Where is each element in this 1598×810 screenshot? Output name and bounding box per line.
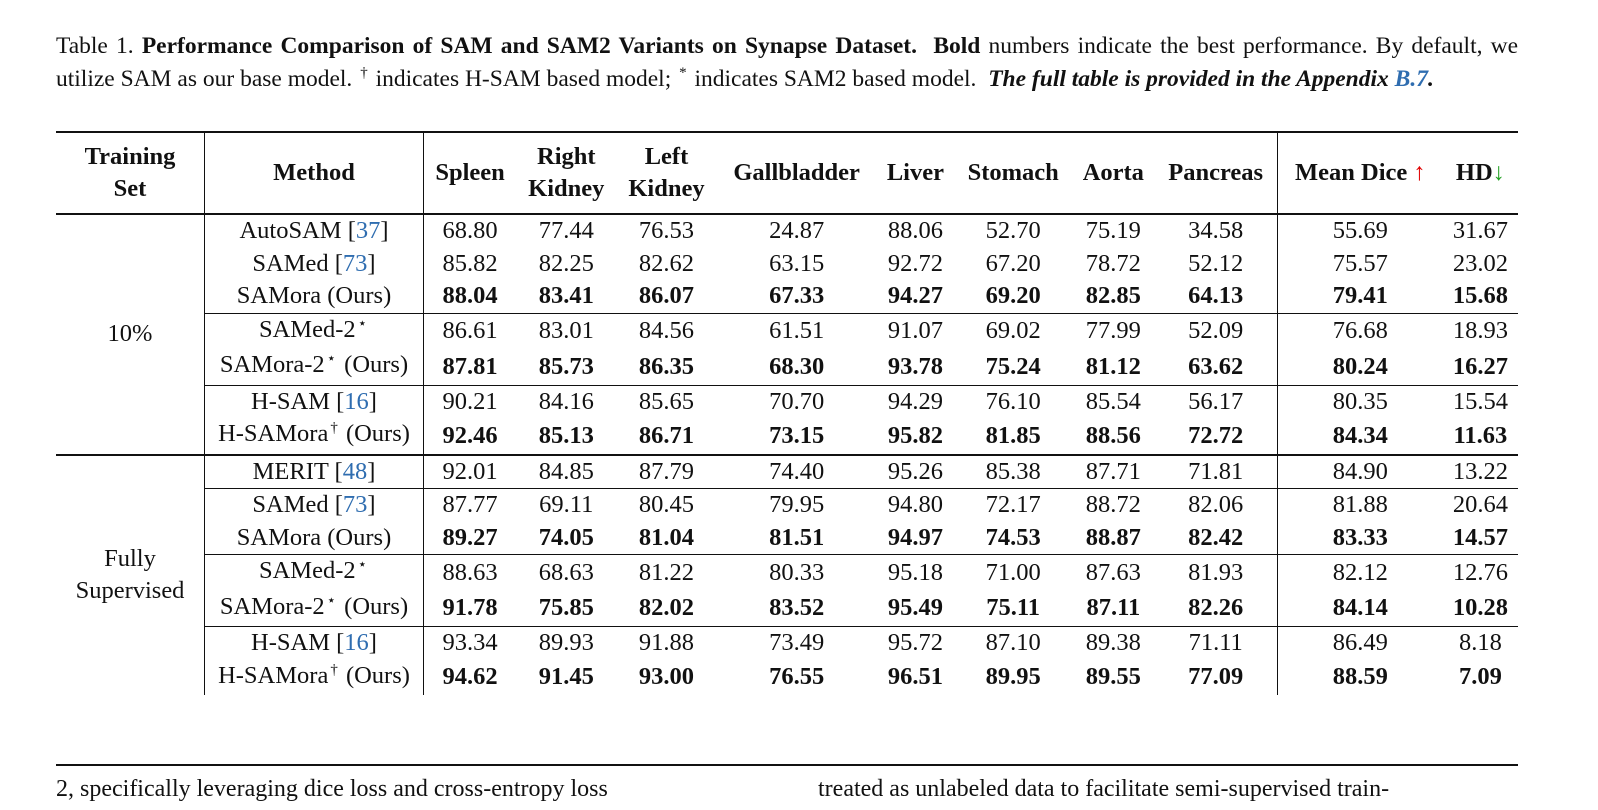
- value-cell: 92.46: [442, 421, 498, 449]
- value-cell: 52.70: [985, 217, 1041, 244]
- value-cell: 93.78: [887, 352, 943, 380]
- value-cell: 34.58: [1155, 214, 1278, 248]
- down-arrow-icon: ↓: [1492, 159, 1505, 186]
- value-cell: 83.01: [516, 313, 616, 349]
- star-symbol: ⋆: [357, 557, 368, 573]
- header-left-kidney: [616, 132, 716, 214]
- value-cell: 84.34: [1332, 421, 1388, 449]
- dagger-symbol: †: [330, 661, 338, 678]
- citation-link[interactable]: 73: [342, 491, 368, 518]
- value-cell: 87.81: [442, 352, 498, 380]
- value-cell: 77.09: [1155, 660, 1278, 696]
- value-cell: 8.18: [1443, 627, 1518, 660]
- value-cell: 80.35: [1277, 385, 1442, 418]
- value-cell: 77.99: [1072, 313, 1154, 349]
- header-training-line2: Set: [113, 175, 147, 202]
- table-row: [56, 522, 1518, 555]
- header-training-set: [56, 132, 205, 214]
- value-cell: 76.55: [769, 663, 825, 690]
- method-name: SAMed: [252, 249, 335, 277]
- value-cell: 68.63: [516, 555, 616, 591]
- value-cell: 56.17: [1155, 385, 1278, 418]
- caption-text-2: indicates H-SAM based model;: [375, 65, 672, 92]
- value-cell: 64.13: [1155, 280, 1278, 313]
- up-arrow-icon: ↑: [1413, 159, 1426, 186]
- value-cell: 84.16: [516, 385, 616, 418]
- value-cell: 81.04: [638, 523, 695, 551]
- value-cell: 70.70: [717, 385, 877, 418]
- value-cell: 72.17: [954, 489, 1072, 522]
- value-cell: 86.07: [638, 282, 695, 309]
- value-cell: 73.49: [717, 627, 877, 660]
- value-cell: 71.81: [1155, 455, 1278, 489]
- dagger-symbol: †: [330, 420, 338, 436]
- value-cell: 74.53: [985, 523, 1041, 551]
- header-row: [56, 132, 1518, 214]
- value-cell: 12.76: [1443, 555, 1518, 591]
- value-cell: 86.49: [1277, 627, 1442, 660]
- value-cell: 76.53: [638, 217, 695, 244]
- method-cell: SAMed [73]: [205, 248, 424, 281]
- header-stomach: Stomach: [967, 159, 1059, 186]
- value-cell: 95.18: [877, 555, 954, 591]
- header-pancreas: Pancreas: [1155, 132, 1278, 214]
- value-cell: 76.10: [954, 385, 1072, 418]
- method-cell: [205, 522, 424, 555]
- method-name: H-SAMora: [218, 661, 329, 689]
- method-suffix: (Ours): [339, 420, 410, 447]
- value-cell: 75.19: [1085, 217, 1141, 244]
- value-cell: 31.67: [1452, 217, 1508, 244]
- value-cell: 81.22: [616, 555, 716, 591]
- caption-text-1: numbers indicate the best performance. By default, we utilize SAM as our base model.: [56, 33, 1519, 92]
- method-cell: [205, 280, 424, 313]
- table-row: [56, 313, 1518, 349]
- value-cell: 77.44: [538, 217, 594, 244]
- value-cell: 89.27: [442, 523, 498, 551]
- header-aorta: Aorta: [1082, 159, 1144, 186]
- header-right-kidney: [516, 132, 616, 214]
- value-cell: 95.72: [877, 627, 954, 660]
- value-cell: 13.22: [1452, 457, 1508, 485]
- value-cell: 52.09: [1155, 313, 1278, 349]
- value-cell: 76.68: [1277, 313, 1442, 349]
- method-name: H-SAMora: [218, 420, 329, 447]
- value-cell: 11.63: [1453, 421, 1508, 449]
- method-suffix: (Ours): [338, 351, 409, 378]
- method-name: H-SAM: [251, 629, 337, 656]
- citation-link[interactable]: 73: [342, 249, 368, 277]
- value-cell: 16.27: [1452, 352, 1508, 380]
- citation-link[interactable]: 16: [344, 629, 369, 656]
- body-text-left: 2, specifically leveraging dice loss and cross-entropy loss: [56, 776, 608, 802]
- value-cell: 69.02: [954, 313, 1072, 349]
- value-cell: 82.62: [638, 249, 695, 277]
- value-cell: 87.10: [954, 627, 1072, 660]
- value-cell: 80.24: [1332, 352, 1388, 380]
- value-cell: 68.80: [442, 217, 498, 244]
- value-cell: 67.20: [985, 249, 1041, 277]
- table-row: [56, 627, 1518, 660]
- appendix-link[interactable]: B.7: [1394, 65, 1428, 92]
- value-cell: 10.28: [1452, 594, 1508, 621]
- results-body: [56, 214, 1518, 695]
- method-name: SAMora-2: [219, 351, 325, 378]
- training-set-label: 10%: [107, 320, 153, 348]
- value-cell: 14.57: [1452, 523, 1508, 551]
- header-left-kidney-line1: Left: [644, 143, 689, 170]
- value-cell: 94.27: [887, 282, 943, 309]
- value-cell: 85.54: [1072, 385, 1154, 418]
- star-symbol: ⋆: [357, 315, 368, 332]
- method-name: MERIT: [252, 457, 335, 485]
- citation-link[interactable]: 16: [344, 387, 369, 415]
- value-cell: 81.51: [769, 523, 825, 551]
- method-name: SAMed: [252, 491, 335, 518]
- value-cell: 89.95: [985, 663, 1041, 690]
- value-cell: 80.33: [717, 555, 877, 591]
- method-name: SAMora-2: [219, 592, 325, 620]
- method-cell: [205, 660, 424, 696]
- value-cell: 95.49: [887, 594, 943, 621]
- method-name: SAMed-2: [258, 315, 356, 343]
- star-symbol: ⋆: [326, 351, 337, 367]
- method-cell: SAMed [73]: [205, 489, 424, 522]
- method-cell: AutoSAM [37]: [205, 214, 424, 248]
- value-cell: 84.56: [616, 313, 716, 349]
- method-cell: [205, 591, 424, 627]
- value-cell: 89.55: [1085, 663, 1141, 690]
- value-cell: 75.57: [1332, 249, 1388, 277]
- header-right-kidney-line1: Right: [537, 143, 596, 170]
- value-cell: 89.38: [1072, 627, 1154, 660]
- table-row: [56, 248, 1518, 281]
- value-cell: 83.33: [1332, 523, 1388, 551]
- header-hd-label: HD: [1455, 159, 1493, 186]
- method-name: SAMed-2: [258, 557, 356, 584]
- table-row: [56, 385, 1518, 418]
- value-cell: 81.85: [985, 421, 1041, 449]
- value-cell: 80.45: [616, 489, 716, 522]
- value-cell: 84.90: [1332, 457, 1388, 485]
- value-cell: 95.82: [887, 421, 943, 449]
- value-cell: 84.14: [1332, 594, 1388, 621]
- value-cell: 75.24: [985, 352, 1041, 380]
- value-cell: 94.62: [442, 663, 498, 690]
- value-cell: 82.42: [1155, 522, 1278, 555]
- table-row: [56, 660, 1518, 696]
- header-right-kidney-line2: Kidney: [528, 175, 605, 202]
- training-set-label-line2: Supervised: [75, 577, 185, 605]
- table-row: [56, 489, 1518, 522]
- caption-label: Table 1.: [56, 33, 134, 59]
- value-cell: 52.12: [1155, 248, 1278, 281]
- caption-title: Performance Comparison of SAM and SAM2 Variants on Synapse Dataset.: [141, 33, 917, 59]
- value-cell: 93.34: [424, 627, 517, 660]
- value-cell: 86.71: [638, 421, 695, 449]
- table-row: [56, 455, 1518, 489]
- value-cell: 81.88: [1277, 489, 1442, 522]
- value-cell: 67.33: [769, 282, 825, 309]
- value-cell: 55.69: [1332, 217, 1388, 244]
- training-set-label-line1: Fully: [104, 545, 156, 573]
- value-cell: 85.13: [538, 421, 594, 449]
- header-hd: [1443, 132, 1518, 214]
- value-cell: 94.29: [877, 385, 954, 418]
- method-cell: [205, 313, 424, 349]
- header-spleen: Spleen: [435, 159, 505, 186]
- value-cell: 15.54: [1443, 385, 1518, 418]
- value-cell: 85.82: [442, 249, 498, 277]
- value-cell: 75.85: [538, 594, 594, 621]
- caption-bold-word: Bold: [933, 33, 981, 59]
- method-cell: [205, 555, 424, 591]
- citation-link[interactable]: 48: [342, 457, 368, 485]
- value-cell: 71.11: [1155, 627, 1278, 660]
- value-cell: 23.02: [1452, 249, 1508, 277]
- method-cell: H-SAM [16]: [205, 385, 424, 418]
- value-cell: 96.51: [887, 663, 943, 690]
- method-name: H-SAM: [251, 387, 337, 415]
- value-cell: 82.06: [1155, 489, 1278, 522]
- method-name: AutoSAM: [239, 217, 348, 244]
- value-cell: 18.93: [1443, 313, 1518, 349]
- value-cell: 68.30: [769, 352, 825, 380]
- value-cell: 82.02: [638, 594, 695, 621]
- value-cell: 88.72: [1072, 489, 1154, 522]
- value-cell: 72.72: [1155, 418, 1278, 455]
- value-cell: 73.15: [769, 421, 825, 449]
- header-liver: Liver: [886, 159, 944, 186]
- table-bottom-rule: [56, 764, 1518, 766]
- value-cell: 88.63: [424, 555, 517, 591]
- value-cell: 87.11: [1086, 594, 1141, 621]
- value-cell: 88.87: [1085, 523, 1141, 551]
- value-cell: 92.01: [442, 457, 498, 485]
- value-cell: 88.04: [442, 282, 498, 309]
- table-caption: [56, 30, 1518, 98]
- method-cell: [205, 418, 424, 455]
- value-cell: 89.93: [516, 627, 616, 660]
- citation-link[interactable]: 37: [355, 217, 381, 244]
- table-row: [56, 555, 1518, 591]
- value-cell: 87.71: [1085, 457, 1141, 485]
- value-cell: 63.15: [769, 249, 825, 277]
- value-cell: 95.26: [887, 457, 943, 485]
- dagger-symbol: †: [360, 64, 368, 81]
- caption-italic-note: The full table is provided in the Appendix: [988, 65, 1389, 92]
- value-cell: 92.72: [887, 249, 943, 277]
- value-cell: 88.06: [887, 217, 943, 244]
- value-cell: 74.40: [769, 457, 825, 485]
- header-left-kidney-line2: Kidney: [628, 175, 705, 202]
- value-cell: 82.12: [1277, 555, 1442, 591]
- method-name: SAMora (Ours): [236, 523, 392, 551]
- value-cell: 82.85: [1085, 282, 1141, 309]
- results-table: [56, 131, 1518, 695]
- caption-period: .: [1427, 65, 1434, 92]
- value-cell: 90.21: [424, 385, 517, 418]
- header-mean-dice-label: Mean Dice: [1295, 159, 1408, 186]
- value-cell: 88.56: [1085, 421, 1141, 449]
- value-cell: 82.25: [538, 249, 594, 277]
- value-cell: 81.93: [1155, 555, 1278, 591]
- table-row: [56, 349, 1518, 385]
- value-cell: 85.65: [616, 385, 716, 418]
- table-row: [56, 418, 1518, 455]
- value-cell: 81.12: [1085, 352, 1141, 380]
- method-cell: H-SAM [16]: [205, 627, 424, 660]
- value-cell: 86.35: [638, 352, 695, 380]
- value-cell: 79.95: [717, 489, 877, 522]
- value-cell: 20.64: [1443, 489, 1518, 522]
- value-cell: 88.59: [1332, 663, 1388, 690]
- value-cell: 94.80: [877, 489, 954, 522]
- star-symbol: *: [679, 64, 687, 81]
- value-cell: 84.85: [538, 457, 594, 485]
- value-cell: 74.05: [538, 523, 594, 551]
- value-cell: 83.41: [538, 282, 594, 309]
- value-cell: 85.73: [538, 352, 594, 380]
- value-cell: 15.68: [1452, 282, 1508, 309]
- value-cell: 78.72: [1085, 249, 1141, 277]
- value-cell: 91.88: [616, 627, 716, 660]
- training-set-fully-supervised: [56, 455, 205, 696]
- value-cell: 86.61: [424, 313, 517, 349]
- caption-text-3: indicates SAM2 based model.: [694, 65, 977, 92]
- header-mean-dice: [1277, 132, 1442, 214]
- value-cell: 93.00: [638, 663, 695, 690]
- method-suffix: (Ours): [338, 592, 409, 620]
- value-cell: 87.63: [1072, 555, 1154, 591]
- value-cell: 94.97: [887, 523, 943, 551]
- method-suffix: (Ours): [339, 661, 410, 689]
- value-cell: 69.11: [516, 489, 616, 522]
- value-cell: 91.78: [442, 594, 498, 621]
- training-set-10-percent: [56, 214, 205, 455]
- value-cell: 69.20: [985, 282, 1041, 309]
- body-text-right: treated as unlabeled data to facilitate semi-supervised train-: [818, 776, 1390, 802]
- value-cell: 87.77: [424, 489, 517, 522]
- method-cell: MERIT [48]: [205, 455, 424, 489]
- value-cell: 87.79: [638, 457, 695, 485]
- value-cell: 91.45: [538, 663, 594, 690]
- header-method: Method: [205, 132, 424, 214]
- value-cell: 24.87: [769, 217, 825, 244]
- value-cell: 71.00: [954, 555, 1072, 591]
- method-cell: [205, 349, 424, 385]
- value-cell: 82.26: [1155, 591, 1278, 627]
- table-row: [56, 214, 1518, 248]
- table-row: [56, 280, 1518, 313]
- value-cell: 79.41: [1332, 282, 1388, 309]
- header-gallbladder: Gallbladder: [733, 159, 860, 186]
- method-name: SAMora (Ours): [236, 282, 392, 309]
- value-cell: 75.11: [986, 594, 1041, 621]
- value-cell: 83.52: [769, 594, 825, 621]
- star-symbol: ⋆: [326, 592, 337, 609]
- value-cell: 91.07: [877, 313, 954, 349]
- value-cell: 61.51: [717, 313, 877, 349]
- header-training-line1: Training: [84, 143, 176, 170]
- value-cell: 63.62: [1155, 349, 1278, 385]
- value-cell: 85.38: [985, 457, 1041, 485]
- table-row: [56, 591, 1518, 627]
- value-cell: 7.09: [1458, 663, 1502, 690]
